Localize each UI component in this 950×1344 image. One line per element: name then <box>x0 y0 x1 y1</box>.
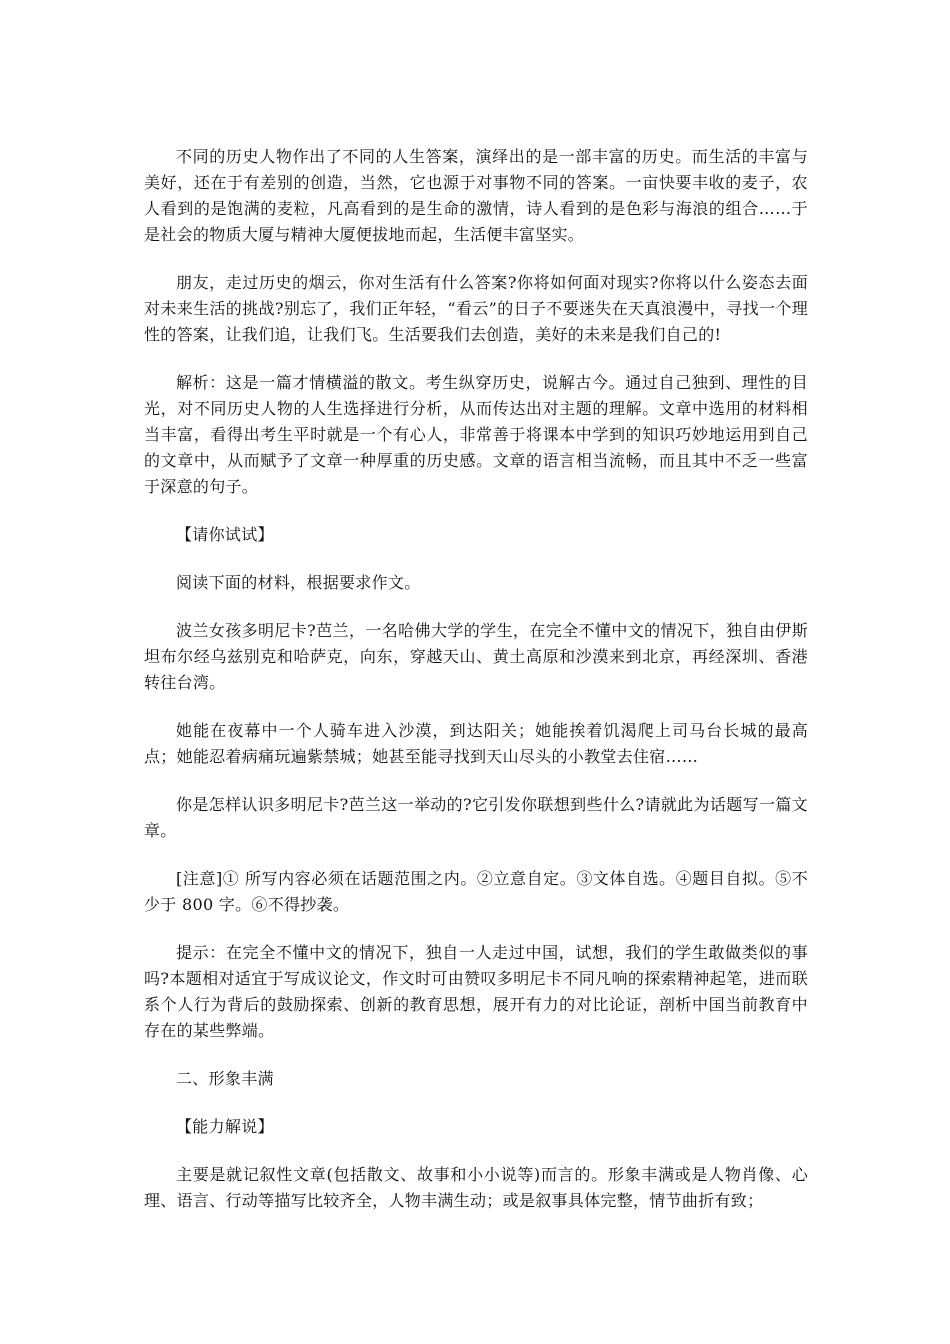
paragraph-explanation: 主要是就记叙性文章(包括散文、故事和小小说等)而言的。形象丰满或是人物肖像、心理、语言、行动等描写比较齐全，人物丰满生动；或是叙事具体完整，情节曲折有致； <box>144 1165 808 1210</box>
paragraph-friends-future: 朋友，走过历史的烟云，你对生活有什么答案?你将如何面对现实?你将以什么姿态去面对未来生活的挑战?别忘了，我们正年轻，“看云”的日子不要迷失在天真浪漫中，寻找一个理性的答案，让我们追，让我们飞。生活要我们去创造，美好的未来是我们自己的! <box>144 273 808 344</box>
section-heading-try: 【请你试试】 <box>176 525 274 544</box>
paragraph-question: 你是怎样认识多明尼卡?芭兰这一举动的?它引发你联想到些什么?请就此为话题写一篇文章。 <box>144 795 808 840</box>
section-heading-image: 二、形象丰满 <box>176 1069 274 1088</box>
paragraph-material-2: 她能在夜幕中一个人骑车进入沙漠，到达阳关；她能挨着饥渴爬上司马台长城的最高点；她能忍着病痛玩遍紫禁城；她甚至能寻找到天山尽头的小教堂去住宿…… <box>144 721 808 766</box>
paragraph-material-1: 波兰女孩多明尼卡?芭兰，一名哈佛大学的学生，在完全不懂中文的情况下，独自由伊斯坦布尔经乌兹别克和哈萨克，向东，穿越天山、黄土高原和沙漠来到北京，再经深圳、香港转往台湾。 <box>144 621 808 692</box>
paragraph-hint: 提示：在完全不懂中文的情况下，独自一人走过中国，试想，我们的学生敢做类似的事吗?本题相对适宜于写成议论文，作文时可由赞叹多明尼卡不同凡响的探索精神起笔，进而联系个人行为背后的鼓励探索、创新的教育思想，展开有力的对比论证，剖析中国当前教育中存在的某些弊端。 <box>144 943 808 1040</box>
paragraph-instruction: 阅读下面的材料，根据要求作文。 <box>176 573 421 592</box>
document-page <box>144 144 808 1236</box>
paragraph-history-answers: 不同的历史人物作出了不同的人生答案，演绎出的是一部丰富的历史。而生活的丰富与美好，还在于有差别的创造，当然，它也源于对事物不同的答案。一亩快要丰收的麦子，农人看到的是饱满的麦粒，凡高看到的是生命的激情，诗人看到的是色彩与海浪的组合……于是社会的物质大厦与精神大厦便拔地而起，生活便丰富坚实。 <box>144 147 808 244</box>
section-heading-ability: 【能力解说】 <box>176 1117 274 1136</box>
paragraph-analysis: 解析：这是一篇才情横溢的散文。考生纵穿历史，说解古今。通过自己独到、理性的目光，对不同历史人物的人生选择进行分析，从而传达出对主题的理解。文章中选用的材料相当丰富，看得出考生平时就是一个有心人，非常善于将课本中学到的知识巧妙地运用到自己的文章中，从而赋予了文章一种厚重的历史感。文章的语言相当流畅，而且其中不乏一些富于深意的句子。 <box>144 373 808 496</box>
paragraph-notes: [注意]① 所写内容必须在话题范围之内。②立意自定。③文体自选。④题目自拟。⑤不少于 800 字。⑥不得抄袭。 <box>144 869 808 914</box>
